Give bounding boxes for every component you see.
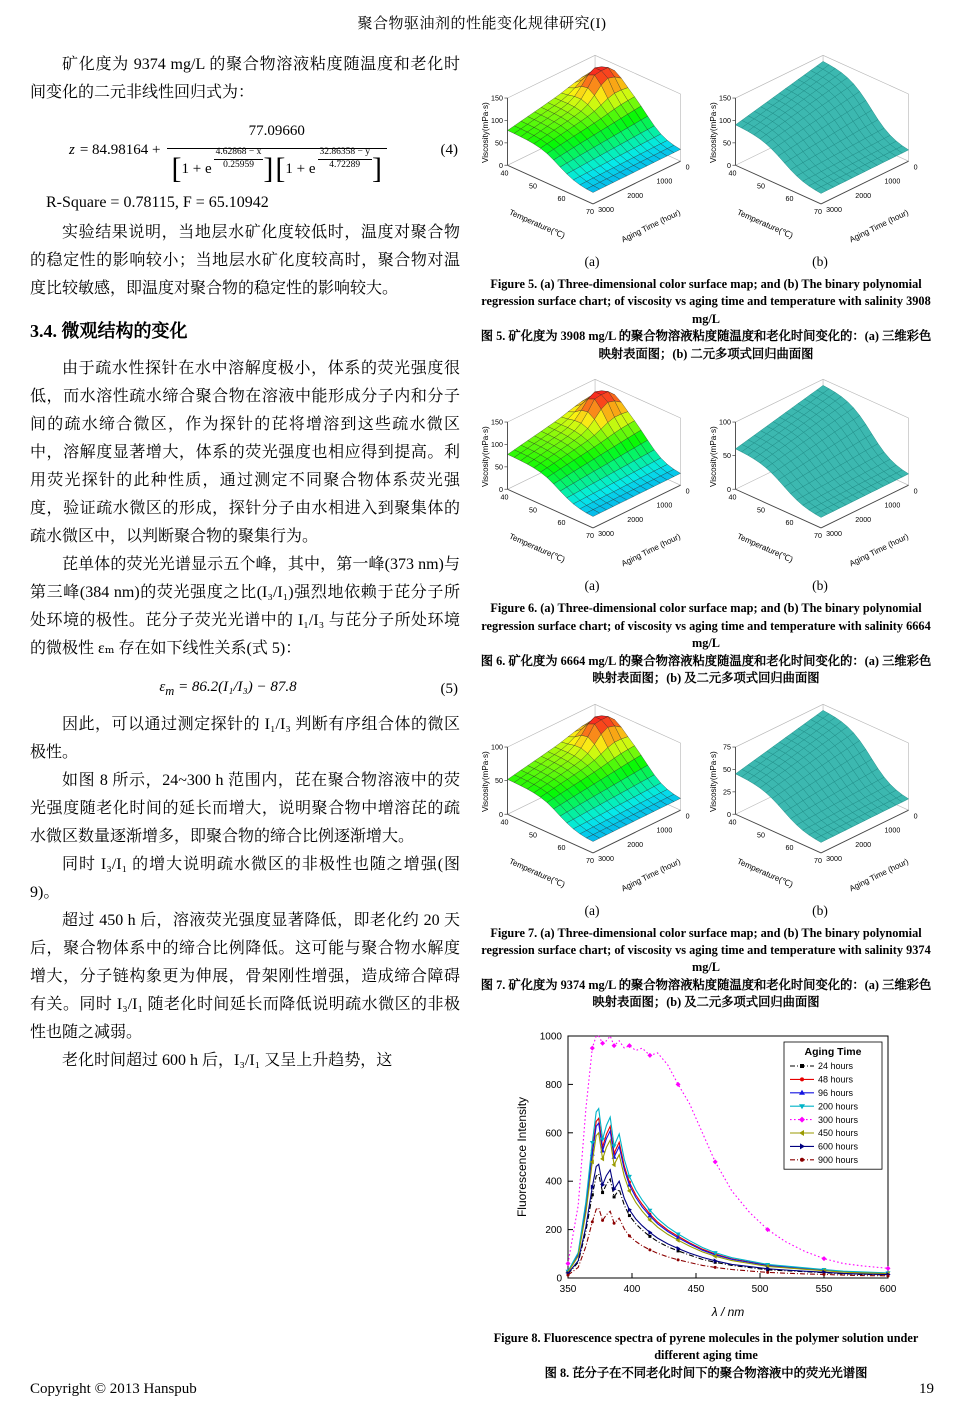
svg-text:60: 60 <box>785 843 794 852</box>
figure6-panel-b <box>707 375 933 594</box>
svg-text:70: 70 <box>586 856 594 865</box>
svg-text:24 hours: 24 hours <box>818 1060 854 1071</box>
figure6-surface-a <box>479 375 705 577</box>
svg-text:Aging Time (hour): Aging Time (hour) <box>619 856 682 893</box>
svg-text:Fluorescence Intensity: Fluorescence Intensity <box>515 1096 529 1217</box>
figure8-fluorescence-chart <box>510 1024 902 1324</box>
svg-text:400: 400 <box>623 1283 641 1295</box>
svg-text:100: 100 <box>491 441 503 450</box>
svg-text:3000: 3000 <box>598 854 614 863</box>
svg-text:70: 70 <box>814 208 822 217</box>
svg-text:1000: 1000 <box>539 1031 562 1043</box>
svg-text:600: 600 <box>879 1283 897 1295</box>
svg-text:Aging Time: Aging Time <box>804 1045 862 1058</box>
figure7-surface-b <box>707 700 933 902</box>
figure5-surface-a <box>479 51 705 253</box>
eq4-factor-1: [ 1 + e 4.62868 − x 0.25959 ] <box>171 146 274 186</box>
svg-text:0: 0 <box>726 486 731 495</box>
svg-text:2000: 2000 <box>855 516 872 525</box>
left-column <box>30 51 460 1394</box>
equation-5 <box>30 673 460 705</box>
figure7-sublabel-a: (a) <box>584 902 600 918</box>
svg-text:Viscosity(mPa·s): Viscosity(mPa·s) <box>709 426 719 488</box>
paragraph-5: 因此，可以通过测定探针的 I₁/I₃ 判断有序组合体的微区极性。 <box>30 716 460 761</box>
eq4-exponent-2: 32.86358 − y 4.72289 <box>319 146 370 170</box>
svg-text:Aging Time (hour): Aging Time (hour) <box>847 856 910 893</box>
svg-text:1000: 1000 <box>656 501 673 510</box>
svg-text:0: 0 <box>498 486 503 495</box>
svg-text:0: 0 <box>498 161 503 170</box>
svg-text:40: 40 <box>500 493 509 502</box>
eq4-factor-2: [ 1 + e 32.86358 − y 4.72289 ] <box>275 146 382 186</box>
svg-text:350: 350 <box>559 1283 577 1295</box>
equation-4 <box>30 117 460 186</box>
svg-text:600: 600 <box>545 1128 562 1140</box>
svg-text:0: 0 <box>726 810 731 819</box>
svg-text:40: 40 <box>728 493 737 502</box>
svg-text:450: 450 <box>687 1283 705 1295</box>
paragraph-2: 实验结果说明，当地层水矿化度较低时，温度对聚合物的稳定性的影响较小；当地层水矿化度较高时，聚合物对温度比较敏感，即温度对聚合物的稳定性的影响较大。 <box>30 224 460 297</box>
svg-text:70: 70 <box>814 856 822 865</box>
svg-text:60: 60 <box>557 519 566 528</box>
figure6-surface-b <box>707 375 933 577</box>
svg-text:3000: 3000 <box>598 530 614 539</box>
svg-text:Temperature(℃): Temperature(℃) <box>735 856 795 889</box>
svg-text:1000: 1000 <box>656 826 673 835</box>
svg-text:0: 0 <box>556 1273 562 1285</box>
svg-text:50: 50 <box>723 765 731 774</box>
figure5-panel-a <box>479 51 705 270</box>
svg-text:300 hours: 300 hours <box>818 1114 859 1125</box>
eq5-body: $\varepsilon_m = 86.2(I_1/I_3) - 87.8$ <box>159 679 297 698</box>
svg-text:0: 0 <box>726 161 731 170</box>
svg-text:50: 50 <box>495 776 503 785</box>
figure6-sublabel-a: (a) <box>584 578 600 594</box>
svg-text:550: 550 <box>815 1283 833 1295</box>
svg-text:Aging Time (hour): Aging Time (hour) <box>847 207 910 245</box>
svg-text:60: 60 <box>557 843 566 852</box>
svg-text:3000: 3000 <box>826 206 842 215</box>
svg-text:400: 400 <box>545 1176 562 1188</box>
svg-text:96 hours: 96 hours <box>818 1087 854 1098</box>
eq4-fraction <box>167 117 387 186</box>
svg-text:0: 0 <box>685 811 690 820</box>
page-number: 19 <box>919 1381 934 1397</box>
figure7-sublabel-b: (b) <box>812 902 828 918</box>
figure6-caption-zh: 图 6. 矿化度为 6664 mg/L 的聚合物溶液粘度随温度和老化时间变化的：(a) 三维彩色映射表面图；(b) 及二元多项式回归曲面图 <box>480 653 932 686</box>
svg-text:1000: 1000 <box>656 177 673 186</box>
figure5-caption-zh: 图 5. 矿化度为 3908 mg/L 的聚合物溶液粘度随温度和老化时间变化的：(a) 三维彩色映射表面图；(b) 二元多项式回归曲面图 <box>480 329 932 361</box>
svg-text:40: 40 <box>500 169 509 178</box>
figure8-caption-en: Figure 8. Fluorescence spectra of pyrene molecules in the polymer solution under different aging time <box>493 1330 919 1363</box>
svg-text:150: 150 <box>719 94 731 103</box>
svg-text:70: 70 <box>814 532 822 541</box>
figure7-panel-a <box>479 700 705 919</box>
page-footer <box>30 1381 934 1398</box>
svg-text:100: 100 <box>491 116 503 125</box>
svg-text:40: 40 <box>728 169 737 178</box>
svg-text:50: 50 <box>756 506 765 515</box>
eq4-number: (4) <box>440 142 458 158</box>
svg-text:200 hours: 200 hours <box>818 1101 859 1112</box>
svg-text:2000: 2000 <box>627 516 644 525</box>
svg-text:50: 50 <box>495 139 503 148</box>
svg-text:100: 100 <box>719 418 731 427</box>
eq4-numerator: 77.09660 <box>248 123 305 139</box>
svg-text:1000: 1000 <box>884 501 901 510</box>
svg-text:1000: 1000 <box>884 826 901 835</box>
svg-text:Viscosity(mPa·s): Viscosity(mPa·s) <box>481 426 491 488</box>
svg-text:Viscosity(mPa·s): Viscosity(mPa·s) <box>709 102 719 164</box>
svg-text:60: 60 <box>785 195 794 204</box>
svg-text:50: 50 <box>756 182 765 191</box>
running-title: 聚合物驱油剂的性能变化规律研究(I) <box>357 16 607 32</box>
svg-text:Temperature(℃): Temperature(℃) <box>507 531 567 565</box>
svg-text:800: 800 <box>545 1079 562 1091</box>
svg-text:0: 0 <box>685 163 690 172</box>
svg-text:25: 25 <box>723 787 731 796</box>
eq4-mid: = 84.98164 + <box>79 142 161 158</box>
figure-7 <box>478 700 934 1012</box>
svg-text:1000: 1000 <box>884 177 901 186</box>
paragraph-9: 老化时间超过 600 h 后，I₃/I₁ 又呈上升趋势，这 <box>62 1052 393 1069</box>
figure6-caption-en: Figure 6. (a) Three-dimensional color surface map; and (b) The binary polynomial regression surface chart; of viscosity vs aging time and temperature with salinity 6664 mg/L <box>481 601 931 651</box>
svg-text:2000: 2000 <box>627 191 644 200</box>
figure8-caption-zh: 图 8. 芘分子在不同老化时间下的聚合物溶液中的荧光光谱图 <box>544 1365 868 1380</box>
svg-text:Viscosity(mPa·s): Viscosity(mPa·s) <box>481 102 491 164</box>
svg-text:50: 50 <box>495 463 503 472</box>
copyright: Copyright © 2013 Hanspub <box>30 1381 197 1397</box>
svg-text:0: 0 <box>685 487 690 496</box>
paragraph-1: 矿化度为 9374 mg/L 的聚合物溶液粘度随温度和老化时间变化的二元非线性回归式为： <box>30 56 460 101</box>
svg-text:40: 40 <box>500 817 509 826</box>
svg-text:2000: 2000 <box>627 840 644 849</box>
paragraph-7: 同时 I₃/I₁ 的增大说明疏水微区的非极性也随之增强(图 9)。 <box>30 856 460 901</box>
figure5-panel-b <box>707 51 933 270</box>
svg-text:Aging Time (hour): Aging Time (hour) <box>619 207 682 245</box>
svg-text:900 hours: 900 hours <box>818 1154 859 1165</box>
figure7-caption-en: Figure 7. (a) Three-dimensional color surface map; and (b) The binary polynomial regression surface chart; of viscosity vs aging time and temperature with salinity 9374 mg/L <box>481 925 931 975</box>
svg-text:450 hours: 450 hours <box>818 1127 859 1138</box>
svg-text:50: 50 <box>528 182 537 191</box>
eq4-denominator <box>167 146 387 186</box>
svg-text:Temperature(℃): Temperature(℃) <box>507 207 567 241</box>
svg-text:0: 0 <box>913 163 918 172</box>
svg-text:2000: 2000 <box>855 840 872 849</box>
figure7-caption-zh: 图 7. 矿化度为 9374 mg/L 的聚合物溶液粘度随温度和老化时间变化的：(a) 三维彩色映射表面图；(b) 及二元多项式回归曲面图 <box>480 977 932 1010</box>
svg-text:3000: 3000 <box>598 206 614 215</box>
eq5-subscript: m <box>165 684 175 698</box>
eq5-number: (5) <box>440 681 458 697</box>
svg-text:3000: 3000 <box>826 530 842 539</box>
figure7-surface-a <box>479 700 705 902</box>
figure-8 <box>478 1024 934 1382</box>
svg-text:0: 0 <box>913 811 918 820</box>
svg-text:48 hours: 48 hours <box>818 1074 854 1085</box>
figure-6 <box>478 375 934 687</box>
eq4-exponent-1: 4.62868 − x 0.25959 <box>215 146 262 170</box>
svg-text:50: 50 <box>723 139 731 148</box>
svg-text:600 hours: 600 hours <box>818 1141 859 1152</box>
figure6-sublabel-b: (b) <box>812 578 828 594</box>
figure5-sublabel-a: (a) <box>584 254 600 269</box>
svg-text:75: 75 <box>723 743 731 752</box>
svg-text:Temperature(℃): Temperature(℃) <box>735 531 795 565</box>
svg-text:Viscosity(mPa·s): Viscosity(mPa·s) <box>709 750 719 812</box>
figure6-panel-a <box>479 375 705 594</box>
figure5-sublabel-b: (b) <box>812 254 828 269</box>
svg-text:0: 0 <box>913 487 918 496</box>
svg-text:60: 60 <box>557 195 566 204</box>
svg-text:0: 0 <box>498 810 503 819</box>
svg-text:50: 50 <box>528 506 537 515</box>
svg-text:70: 70 <box>586 532 594 541</box>
r-square-line: R-Square = 0.78115, F = 65.10942 <box>46 194 269 211</box>
figure7-panel-b <box>707 700 933 919</box>
two-column-layout <box>0 33 964 1394</box>
paragraph-6: 如图 8 所示，24~300 h 范围内，芘在聚合物溶液中的荧光强度随老化时间的延长而增大，说明聚合物中增溶芘的疏水微区数量逐渐增多，即聚合物的缔合比例逐渐增大。 <box>30 772 460 845</box>
svg-text:50: 50 <box>756 830 765 839</box>
svg-text:100: 100 <box>719 116 731 125</box>
svg-text:3000: 3000 <box>826 854 842 863</box>
svg-text:λ / nm: λ / nm <box>711 1304 745 1319</box>
figure5-surface-b <box>707 51 933 253</box>
svg-text:200: 200 <box>545 1224 562 1236</box>
svg-text:Aging Time (hour): Aging Time (hour) <box>619 532 682 569</box>
section-heading-3-4: 3.4. 微观结构的变化 <box>30 321 188 341</box>
paragraph-8: 超过 450 h 后，溶液荧光强度显著降低，即老化约 20 天后，聚合物体系中的缔合比例降低。这可能与聚合物水解度增大，分子链构象更为伸展，骨架刚性增强，造成缔合障碍有关。同时 I₃/I₁ 随老化时间延长而降低说明疏水微区的非极性也随之减弱。 <box>30 912 460 1041</box>
svg-text:500: 500 <box>751 1283 769 1295</box>
figure5-caption-en: Figure 5. (a) Three-dimensional color surface map; and (b) The binary polynomial regression surface chart; of viscosity vs aging time and temperature with salinity 3908 mg/L <box>481 277 931 326</box>
svg-text:150: 150 <box>491 418 503 427</box>
right-column <box>478 51 934 1394</box>
figure-5 <box>478 51 934 363</box>
svg-text:Aging Time (hour): Aging Time (hour) <box>847 532 910 569</box>
svg-text:Temperature(℃): Temperature(℃) <box>507 856 567 889</box>
svg-text:60: 60 <box>785 519 794 528</box>
svg-text:150: 150 <box>491 94 503 103</box>
svg-text:50: 50 <box>528 830 537 839</box>
svg-text:70: 70 <box>586 208 594 217</box>
svg-text:Viscosity(mPa·s): Viscosity(mPa·s) <box>481 750 491 812</box>
svg-text:2000: 2000 <box>855 191 872 200</box>
eq4-lhs: z <box>69 142 75 158</box>
svg-text:40: 40 <box>728 817 737 826</box>
paragraph-3: 由于疏水性探针在水中溶解度极小，体系的荧光强度很低，而水溶性疏水缔合聚合物在溶液中能形成分子内和分子间的疏水缔合微区，作为探针的芘将增溶到这些疏水微区中，溶解度显著增大，体系的荧光强度也相应得到提高。利用荧光探针的此种性质，通过测定不同聚合物体系荧光强度，验证疏水微区的形成，探针分子由水相进入到聚集体的疏水微区中，以判断聚合物的聚集行为。 <box>30 360 460 545</box>
svg-text:100: 100 <box>491 743 503 752</box>
svg-text:Temperature(℃): Temperature(℃) <box>735 207 795 241</box>
paragraph-4: 芘单体的荧光光谱显示五个峰，其中，第一峰(373 nm)与第三峰(384 nm)的荧光强度之比(I₃/I₁)强烈地依赖于芘分子所处环境的极性。芘分子荧光光谱中的 I₁/I₃ 与芘分子所处环境的微极性 εₘ 存在如下线性关系(式 5)： <box>30 556 460 657</box>
svg-text:50: 50 <box>723 452 731 461</box>
